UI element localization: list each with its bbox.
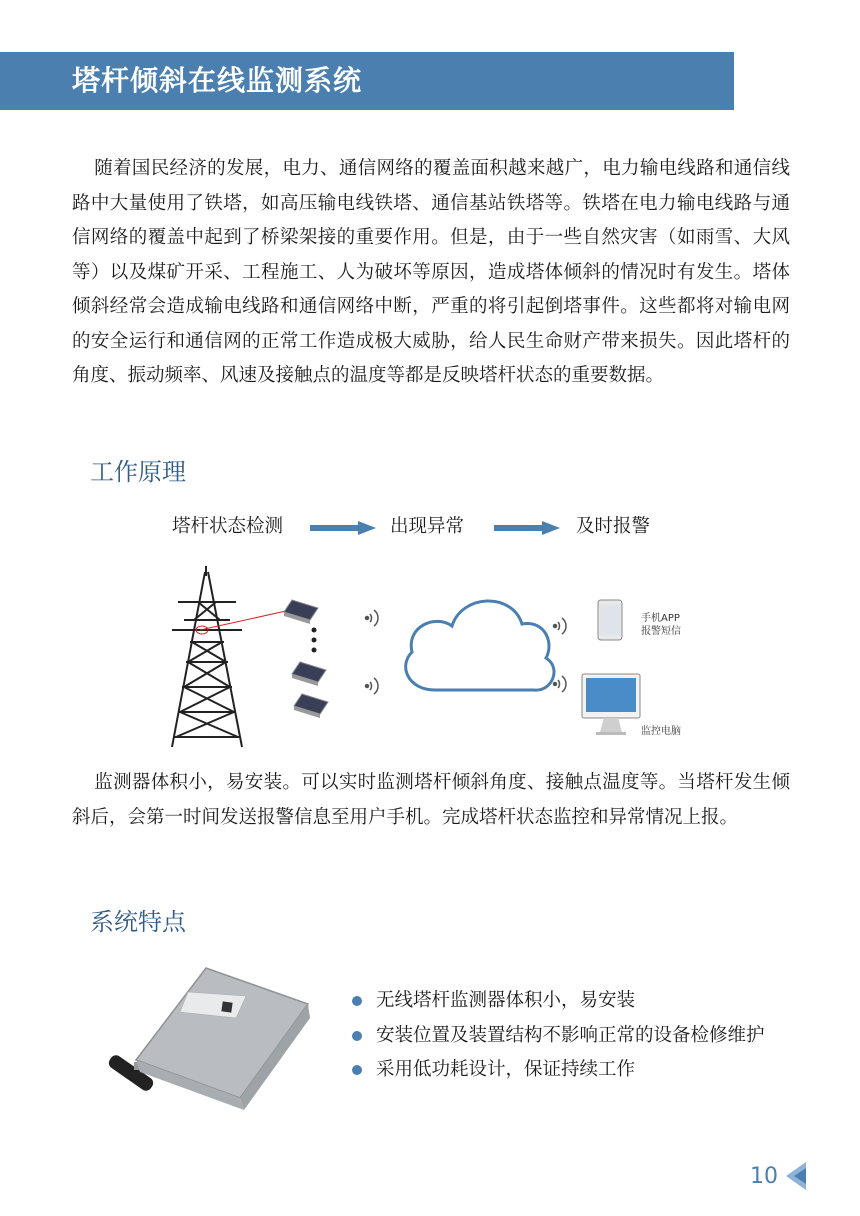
bullet-icon [352,1065,362,1075]
phone-icon [598,600,622,640]
feature-text: 无线塔杆监测器体积小，易安装 [376,990,636,1011]
flow-step-abnormal: 出现异常 [390,516,465,537]
intro-text: 随着国民经济的发展，电力、通信网络的覆盖面积越来越广，电力输电线路和通信线路中大量使用了铁塔，如高压输电线铁塔、通信基站铁塔等。铁塔在电力输电线路与通信网络的覆盖中起到了桥梁架接的重要作用。但是，由于一些自然灾害（如雨雪、大风等）以及煤矿开采、工程施工、人为破坏等原因，造成塔体倾斜的情况时有发生。塔体倾斜经常会造成输电线路和通信网络中断，严重的将引起倒塔事件。这些都将对输电网的安全运行和通信网的正常工作造成极大威胁，给人民生命财产带来损失。因此塔杆的角度、振动频率、风速及接触点的温度等都是反映塔杆状态的重要数据。 [72,158,790,386]
phone-label-app: 手机APP [641,613,680,624]
feature-text: 采用低功耗设计，保证持续工作 [376,1059,636,1080]
list-item [352,1053,765,1088]
principle-description [72,766,790,835]
wireless-signal-icon [366,610,378,626]
sensor-icon [294,694,328,718]
wireless-signal-icon [554,618,567,634]
feature-list [352,984,765,1088]
sensor-icon [292,662,326,686]
tower-icon [172,566,242,747]
list-item [352,1019,765,1054]
feature-text: 安装位置及装置结构不影响正常的设备检修维护 [376,1024,765,1046]
computer-label: 监控电脑 [641,726,681,737]
page-title: 塔杆倾斜在线监测系统 [72,64,363,97]
sensor-icon [284,600,318,624]
bullet-icon [352,1031,362,1041]
page-number: 10 [750,1164,778,1189]
flow-arrow-icon [310,521,376,535]
principle-text: 监测器体积小，易安装。可以实时监测塔杆倾斜角度、接触点温度等。当塔杆发生倾斜后，会第一时间发送报警信息至用户手机。完成塔杆状态监控和异常情况上报。 [72,772,790,828]
flow-step-detect: 塔杆状态检测 [172,516,284,537]
intro-paragraph [72,152,790,394]
section-heading-principle: 工作原理 [90,458,186,486]
bullet-icon [352,996,362,1006]
section-heading-features: 系统特点 [90,908,186,936]
wireless-signal-icon [554,676,567,692]
page-marker-icon [784,1160,808,1192]
monitor-device-image [96,962,316,1122]
flow-step-alarm: 及时报警 [576,516,651,537]
flow-arrow-icon [494,521,560,535]
system-diagram [150,562,710,752]
phone-label-sms: 报警短信 [641,626,681,637]
computer-icon [582,674,640,735]
wireless-signal-icon [366,678,379,694]
list-item [352,984,765,1019]
cloud-icon [406,601,554,690]
